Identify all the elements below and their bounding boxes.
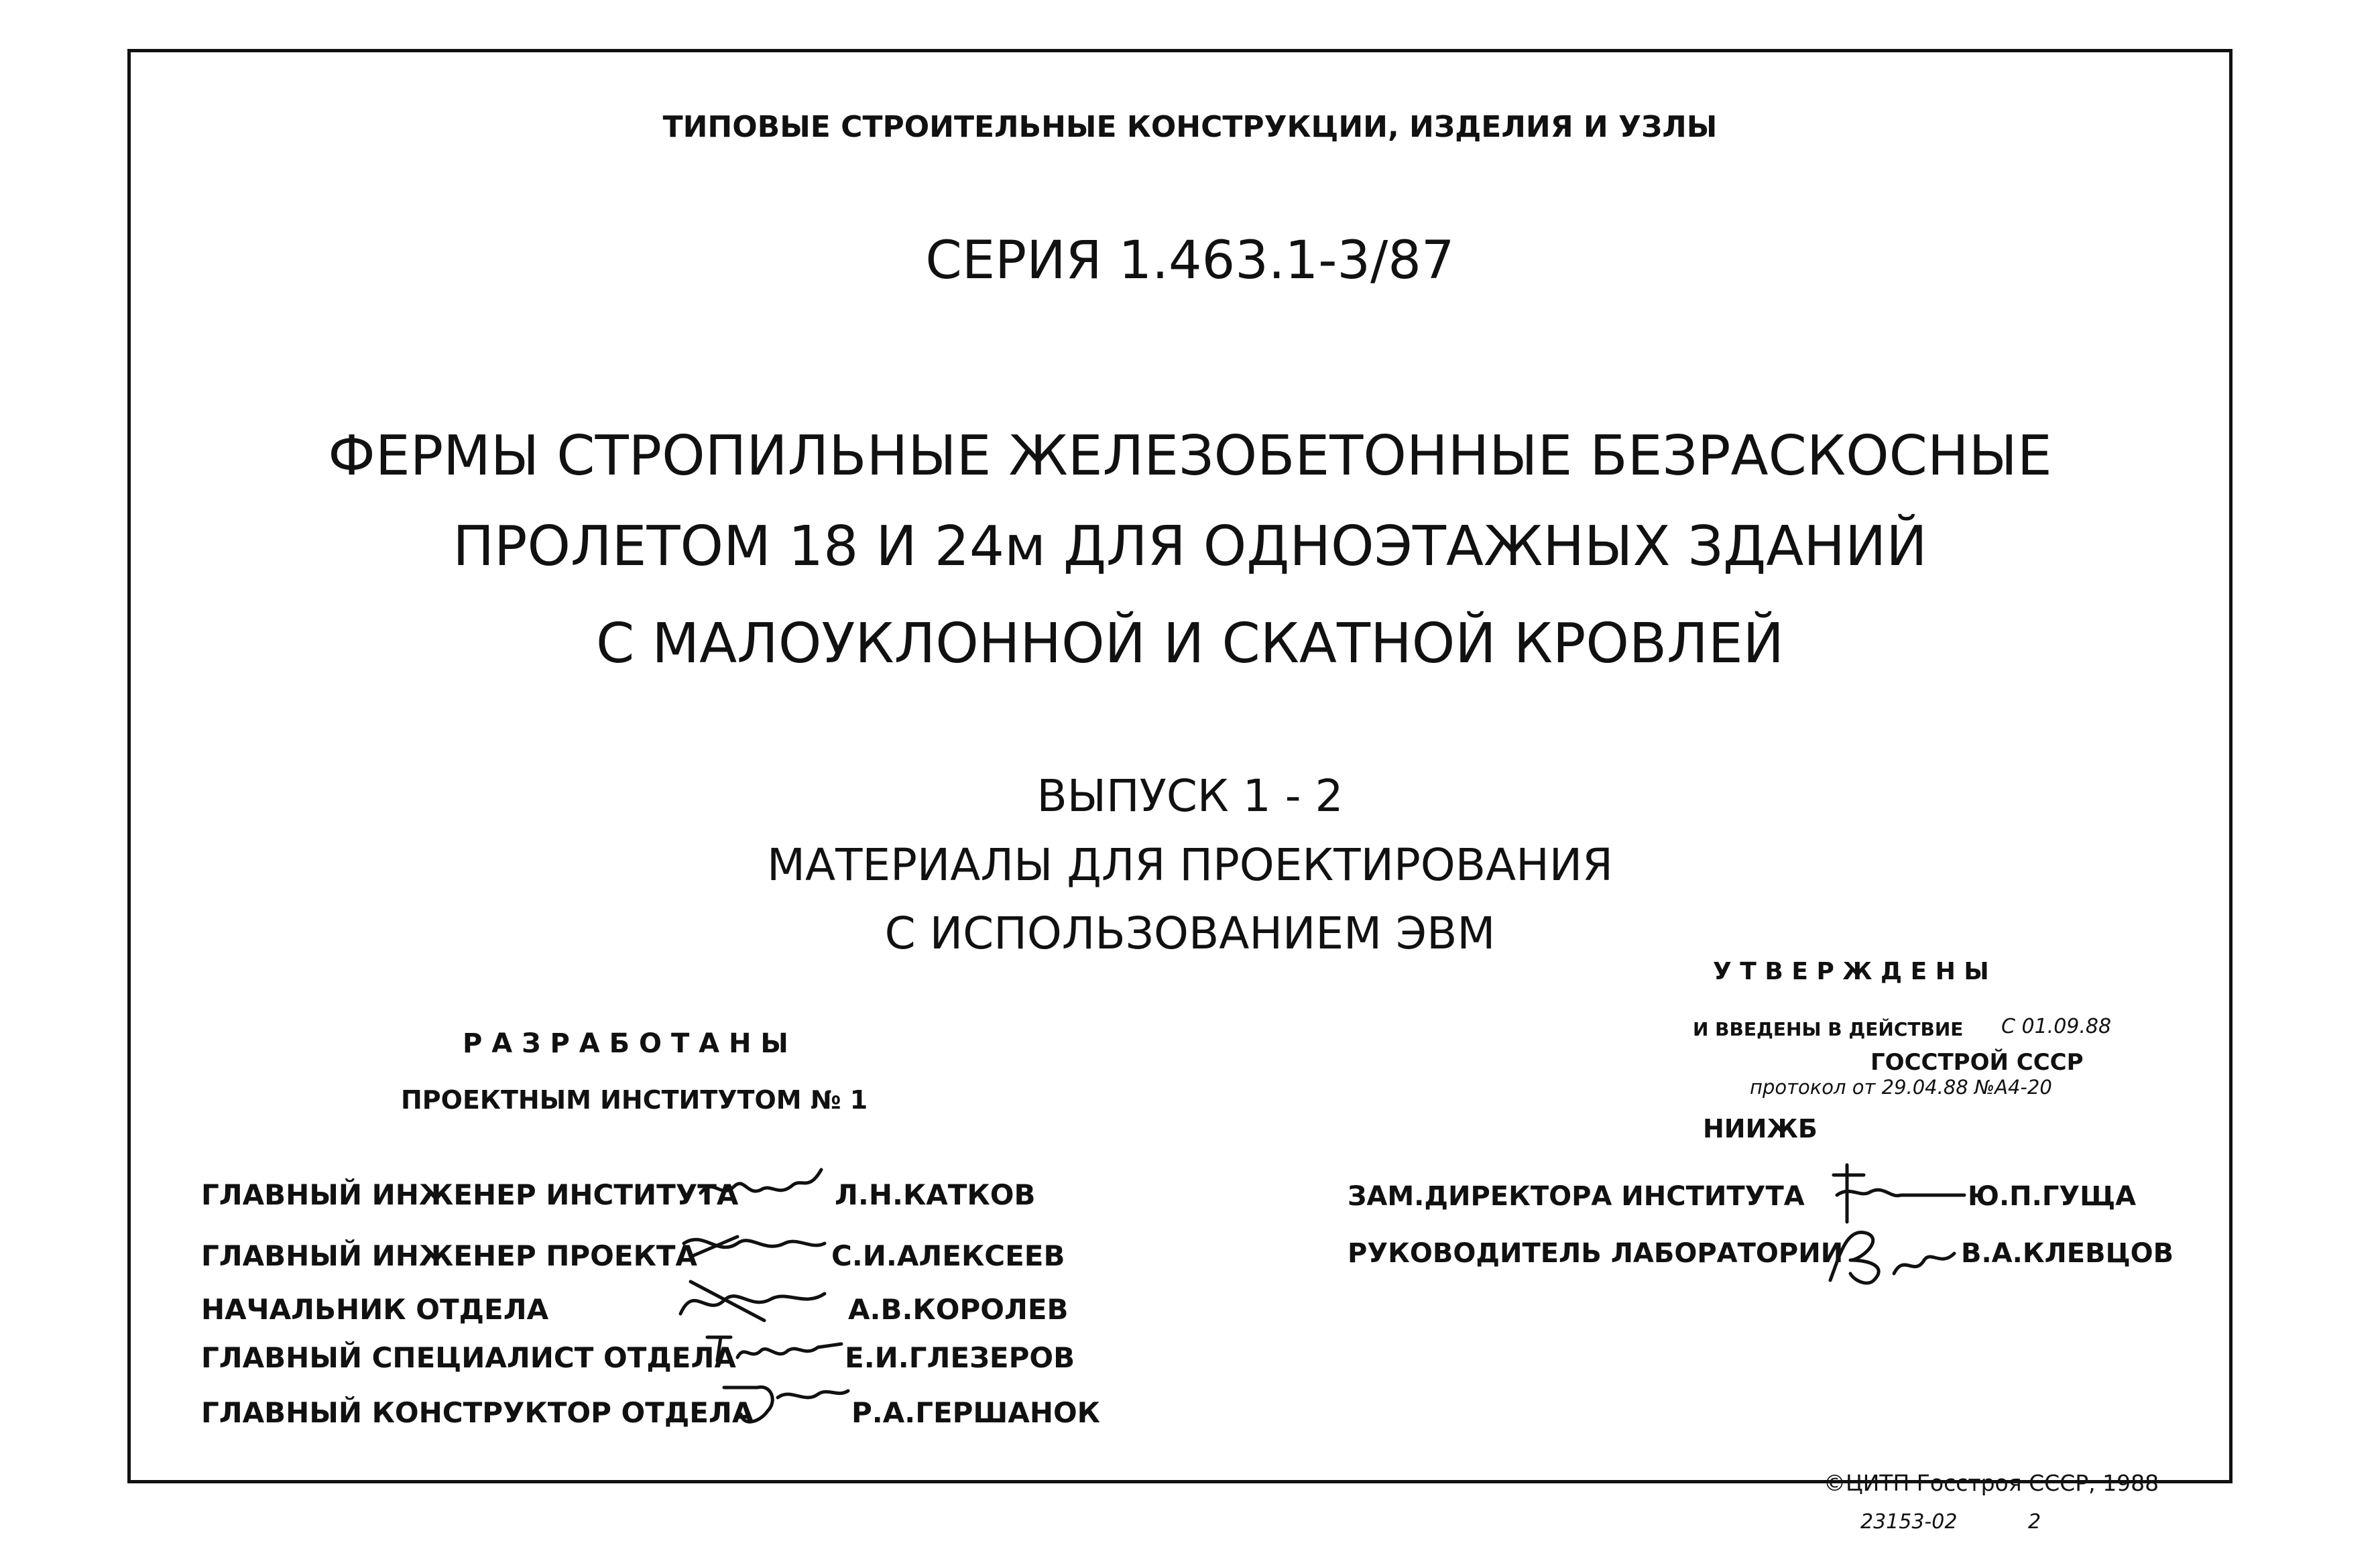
developed-heading: Р А З Р А Б О Т А Н Ы xyxy=(463,1028,788,1059)
approving-authority: ГОССТРОЙ СССР xyxy=(1870,1049,2084,1076)
signatory-name: А.В.КОРОЛЕВ xyxy=(848,1293,1069,1326)
signature-mark xyxy=(717,1374,851,1434)
niizhb-signatory-role: РУКОВОДИТЕЛЬ ЛАБОРАТОРИИ xyxy=(1348,1238,1844,1269)
signatory-role: ГЛАВНЫЙ СПЕЦИАЛИСТ ОТДЕЛА xyxy=(201,1341,736,1374)
issue-number: ВЫПУСК 1 - 2 xyxy=(1036,770,1344,822)
title-line-3: С МАЛОУКЛОННОЙ И СКАТНОЙ КРОВЛЕЙ xyxy=(596,612,1784,676)
niizhb-signatory-role: ЗАМ.ДИРЕКТОРА ИНСТИТУТА xyxy=(1348,1181,1805,1212)
signature-mark xyxy=(670,1274,831,1327)
signatory-role: ГЛАВНЫЙ ИНЖЕНЕР ИНСТИТУТА xyxy=(201,1178,739,1211)
niizhb-heading: НИИЖБ xyxy=(1703,1114,1818,1144)
title-line-1: ФЕРМЫ СТРОПИЛЬНЫЕ ЖЕЛЕЗОБЕТОННЫЕ БЕЗРАСКОСНЫЕ xyxy=(328,424,2052,488)
protocol-note: протокол от 29.04.88 №А4-20 xyxy=(1750,1076,2052,1099)
signature-mark xyxy=(697,1163,831,1210)
approved-heading: У Т В Е Р Ж Д Е Н Ы xyxy=(1713,958,1989,985)
category-header: ТИПОВЫЕ СТРОИТЕЛЬНЫЕ КОНСТРУКЦИИ, ИЗДЕЛИЯ И УЗЛЫ xyxy=(662,110,1718,144)
series-number: СЕРИЯ 1.463.1-3/87 xyxy=(925,231,1455,291)
signatory-role: ГЛАВНЫЙ КОНСТРУКТОР ОТДЕЛА xyxy=(201,1396,754,1429)
signatory-role: НАЧАЛЬНИК ОТДЕЛА xyxy=(201,1293,549,1326)
document-number: 23153-02 xyxy=(1860,1510,1958,1534)
copyright: ©ЦИТП Госстроя СССР, 1988 xyxy=(1824,1470,2159,1496)
signatory-name: С.И.АЛЕКСЕЕВ xyxy=(831,1239,1065,1272)
page-number: 2 xyxy=(2028,1510,2041,1534)
enacted-prefix: И ВВЕДЕНЫ В ДЕЙСТВИЕ xyxy=(1693,1018,1964,1040)
niizhb-signatory-name: В.А.КЛЕВЦОВ xyxy=(1961,1238,2174,1269)
signature-mark xyxy=(1820,1213,1958,1287)
issue-subtitle-1: МАТЕРИАЛЫ ДЛЯ ПРОЕКТИРОВАНИЯ xyxy=(767,839,1613,891)
issue-subtitle-2: С ИСПОЛЬЗОВАНИЕМ ЭВМ xyxy=(884,908,1496,959)
signature-mark xyxy=(677,1223,828,1270)
signatory-name: Р.А.ГЕРШАНОК xyxy=(851,1396,1101,1429)
signatory-role: ГЛАВНЫЙ ИНЖЕНЕР ПРОЕКТА xyxy=(201,1239,698,1272)
niizhb-signatory-name: Ю.П.ГУЩА xyxy=(1968,1181,2137,1212)
signatory-name: Л.Н.КАТКОВ xyxy=(835,1178,1036,1211)
enacted-date: С 01.09.88 xyxy=(2001,1015,2112,1038)
developed-by: ПРОЕКТНЫМ ИНСТИТУТОМ № 1 xyxy=(401,1085,868,1115)
title-line-2: ПРОЛЕТОМ 18 И 24м ДЛЯ ОДНОЭТАЖНЫХ ЗДАНИЙ xyxy=(453,515,1927,578)
signature-mark xyxy=(704,1324,845,1371)
signatory-name: Е.И.ГЛЕЗЕРОВ xyxy=(845,1341,1075,1374)
